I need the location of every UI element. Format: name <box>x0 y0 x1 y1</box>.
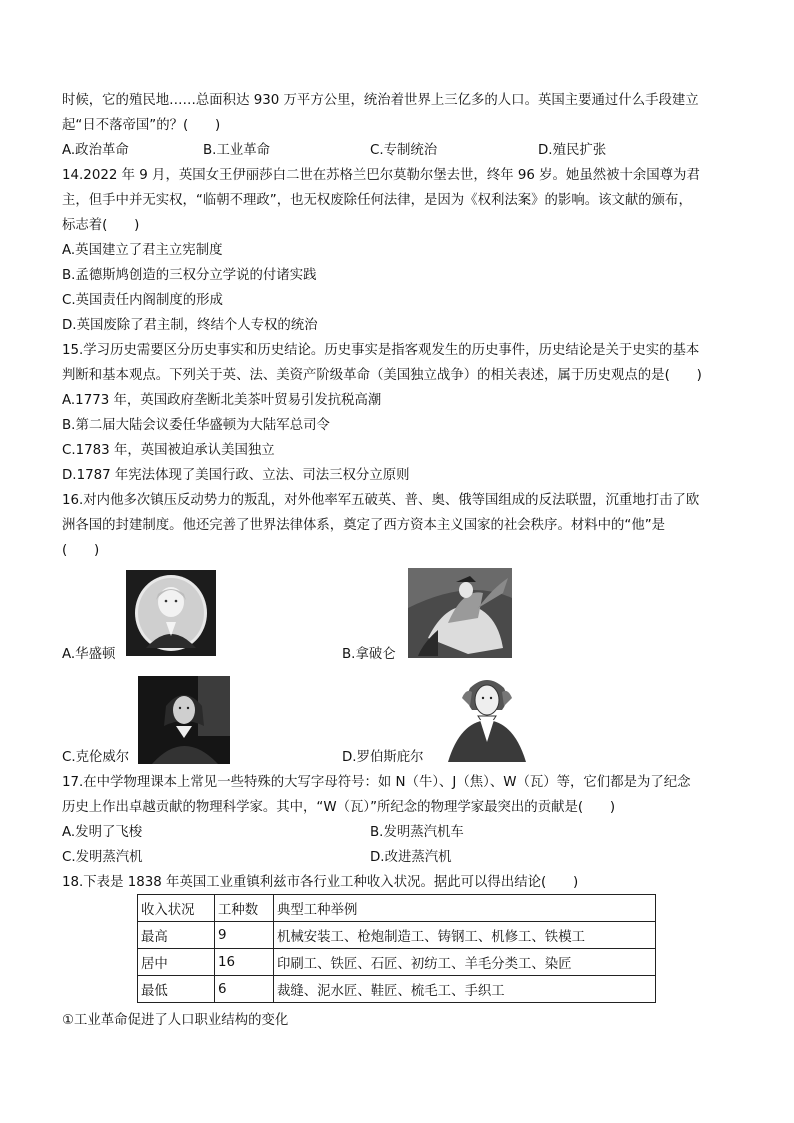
q13-option-d[interactable]: D.殖民扩张 <box>538 143 607 158</box>
q16-stem-line2: 洲各国的封建制度。他还完善了世界法律体系，奠定了西方资本主义国家的社会秩序。材料中的“他”是 <box>62 518 666 533</box>
q13-stem-line1: 时候，它的殖民地……总面积达 930 万平方公里，统治着世界上三亿多的人口。英国主要通过什么手段建立 <box>62 93 699 108</box>
q14-stem-line3: 标志着( ) <box>62 218 140 233</box>
q17-option-b[interactable]: B.发明蒸汽机车 <box>370 825 464 840</box>
q13-stem-line2: 起“日不落帝国”的？( ) <box>62 118 221 133</box>
table-cell: 印刷工、铁匠、石匠、初纺工、羊毛分类工、染匠 <box>274 949 656 976</box>
q14-stem-line2: 主，但手中并无实权，“临朝不理政”，也无权废除任何法律，是因为《权利法案》的影响。该文献的颁布， <box>62 193 692 208</box>
q17-stem-line2: 历史上作出卓越贡献的物理科学家。其中，“W（瓦）”所纪念的物理学家最突出的贡献是( ) <box>62 800 616 815</box>
table-cell: 9 <box>215 922 274 949</box>
q15-option-a[interactable]: A.1773 年，英国政府垄断北美茶叶贸易引发抗税高潮 <box>62 393 382 408</box>
q16-option-c[interactable]: C.克伦威尔 <box>62 750 130 765</box>
q13-option-b[interactable]: B.工业革命 <box>203 143 271 158</box>
q17-option-a[interactable]: A.发明了飞梭 <box>62 825 143 840</box>
table-cell: 机械安装工、枪炮制造工、铸钢工、机修工、铁模工 <box>274 922 656 949</box>
q14-stem-line1: 14.2022 年 9 月，英国女王伊丽莎白二世在苏格兰巴尔莫勒尔堡去世，终年 96 岁。她虽然被十余国尊为君 <box>62 168 700 183</box>
q16-option-b[interactable]: B.拿破仑 <box>342 647 396 662</box>
napoleon-painting-image <box>408 568 512 658</box>
table-row <box>138 976 656 1003</box>
table-row <box>138 922 656 949</box>
table-cell: 6 <box>215 976 274 1003</box>
q14-option-c[interactable]: C.英国责任内阁制度的形成 <box>62 293 223 308</box>
q13-option-a[interactable]: A.政治革命 <box>62 143 129 158</box>
q16-option-a[interactable]: A.华盛顿 <box>62 647 116 662</box>
income-table <box>137 894 656 1003</box>
table-cell: 最低 <box>138 976 215 1003</box>
table-header-cell: 工种数 <box>215 895 274 922</box>
q17-option-d[interactable]: D.改进蒸汽机 <box>370 850 452 865</box>
q13-option-c[interactable]: C.专制统治 <box>370 143 438 158</box>
q15-stem-line1: 15.学习历史需要区分历史事实和历史结论。历史事实是指客观发生的历史事件，历史结论是关于史实的基本 <box>62 343 700 358</box>
table-header-row <box>138 895 656 922</box>
table-cell: 居中 <box>138 949 215 976</box>
table-cell: 16 <box>215 949 274 976</box>
q16-stem-line1: 16.对内他多次镇压反动势力的叛乱，对外他率军五破英、普、奥、俄等国组成的反法联盟，沉重地打击了欧 <box>62 493 700 508</box>
table-header-cell: 收入状况 <box>138 895 215 922</box>
table-header-cell: 典型工种举例 <box>274 895 656 922</box>
q16-option-d[interactable]: D.罗伯斯庇尔 <box>342 750 424 765</box>
q14-option-d[interactable]: D.英国废除了君主制，终结个人专权的统治 <box>62 318 318 333</box>
table-cell: 最高 <box>138 922 215 949</box>
q14-option-b[interactable]: B.孟德斯鸠创造的三权分立学说的付诸实践 <box>62 268 317 283</box>
q15-option-d[interactable]: D.1787 年宪法体现了美国行政、立法、司法三权分立原则 <box>62 468 410 483</box>
washington-portrait-image <box>126 570 216 656</box>
q15-stem-line2: 判断和基本观点。下列关于英、法、美资产阶级革命（美国独立战争）的相关表述，属于历史观点的是( ) <box>62 368 702 383</box>
robespierre-sketch-image <box>440 670 534 762</box>
q17-stem-line1: 17.在中学物理课本上常见一些特殊的大写字母符号：如 N（牛）、J（焦）、W（瓦）等，它们都是为了纪念 <box>62 775 691 790</box>
table-cell: 裁缝、泥水匠、鞋匠、梳毛工、手织工 <box>274 976 656 1003</box>
cromwell-portrait-image <box>138 676 230 764</box>
q18-stem-line1: 18.下表是 1838 年英国工业重镇利兹市各行业工种收入状况。据此可以得出结论( ) <box>62 875 579 890</box>
q15-option-b[interactable]: B.第二届大陆会议委任华盛顿为大陆军总司令 <box>62 418 330 433</box>
q18-conclusion-1: ①工业革命促进了人口职业结构的变化 <box>62 1013 289 1028</box>
q14-option-a[interactable]: A.英国建立了君主立宪制度 <box>62 243 223 258</box>
table-row <box>138 949 656 976</box>
q15-option-c[interactable]: C.1783 年，英国被迫承认美国独立 <box>62 443 275 458</box>
q16-stem-line3: ( ) <box>62 543 100 558</box>
q17-option-c[interactable]: C.发明蒸汽机 <box>62 850 143 865</box>
